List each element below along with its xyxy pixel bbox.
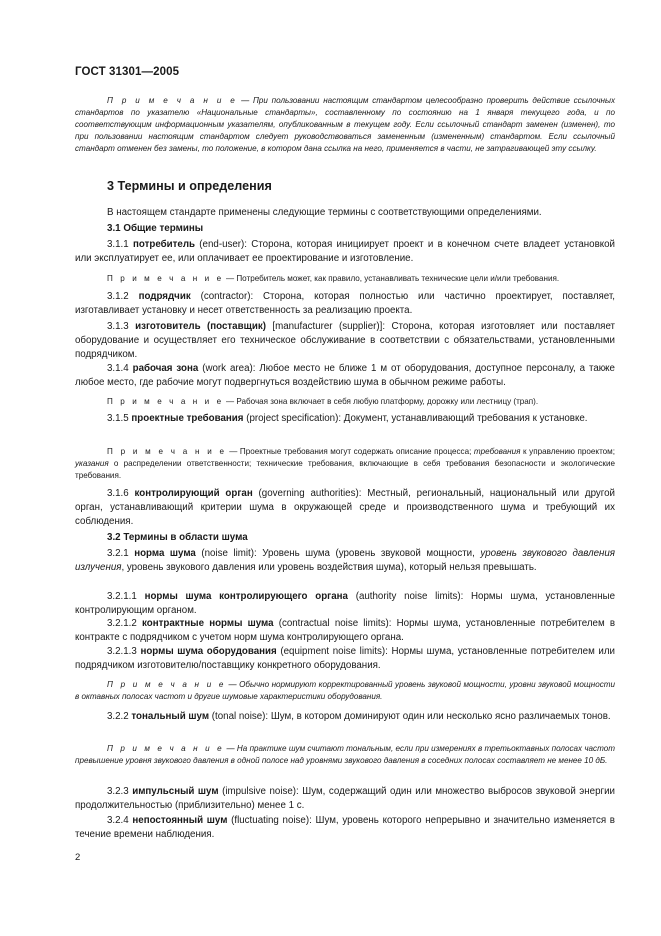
term-3-2-2: 3.2.2 тональный шум (tonal noise): Шум, в котором доминируют один или несколько ясно различаемых тонов. bbox=[107, 711, 611, 722]
term-3-2-1: 3.2.1 норма шума (noise limit): Уровень шума (уровень звуковой мощности, уровень звукового давления излучения, уровень звукового давления или уровень воздействия шума), который нельзя превышать. bbox=[75, 548, 615, 573]
term-3-2-4: 3.2.4 непостоянный шум (fluctuating noise): Шум, уровень которого непрерывно и значительно изменяется в течение времени наблюдения. bbox=[75, 815, 615, 840]
note-3-1-1: П р и м е ч а н и е — Потребитель может, как правило, устанавливать технические цели и/или требования. bbox=[107, 274, 560, 283]
page-number: 2 bbox=[75, 852, 81, 863]
term-3-1-3: 3.1.3 изготовитель (поставщик) [manufacturer (supplier)]: Сторона, которая изготовляет или поставляет оборудование и осуществляет его техническое обслуживание в соответствии с обязательствами, установленными подрядчиком. bbox=[75, 321, 616, 360]
note-3-2-1: П р и м е ч а н и е — Обычно нормируют корректированный уровень звуковой мощности, уровни звуковой мощности в октавных полосах частот и другие шумовые характеристики оборудования. bbox=[75, 680, 615, 702]
term-3-2-1-3: 3.2.1.3 нормы шума оборудования (equipment noise limits): Нормы шума, установленные потребителем или подрядчиком изготовителю/поставщику конкретного оборудования. bbox=[75, 646, 615, 671]
term-3-1-6: 3.1.6 контролирующий орган (governing authorities): Местный, региональный, национальный или другой орган, устанавливающий критерии шума в окружающей среде и производственного шума и требующий их соблюдения. bbox=[75, 488, 615, 527]
term-3-1-5: 3.1.5 проектные требования (project specification): Документ, устанавливающий требования к установке. bbox=[107, 413, 588, 424]
section-title: 3 Термины и определения bbox=[107, 179, 272, 193]
note-3-2-2: П р и м е ч а н и е — На практике шум считают тональным, если при измерениях в третьоктавных полосах частот превышение уровня звукового давления в одной полосе над уровнями звукового давления в соседних полосах составляет не менее 10 дБ. bbox=[75, 744, 616, 766]
note-references: П р и м е ч а н и е — При пользовании настоящим стандартом целесообразно проверить действие ссылочных стандартов по указателю «Национальные стандарты», составленному по состоянию на 1 января текущего года, и по соответствующим информационным указателям, опубликованным в текущем году. Если ссылочный стандарт заменен (изменен), то при пользовании настоящим стандартом следует руководствоваться замененным (измененным) стандартом. Если ссылочный стандарт отменен без замены, то положение, в котором дана ссылка на него, применяется в части, не затрагивающей эту ссылку. bbox=[75, 96, 615, 154]
term-3-1-1: 3.1.1 потребитель (end-user): Сторона, которая инициирует проект и в конечном счете владеет установкой или эксплуатирует ее, или оплачивает ее проектирование и изготовление. bbox=[75, 239, 615, 264]
note-3-1-4: П р и м е ч а н и е — Рабочая зона включает в себя любую платформу, дорожку или лестницу (трап). bbox=[107, 397, 539, 406]
term-3-2-3: 3.2.3 импульсный шум (impulsive noise): Шум, содержащий один или множество выбросов звуковой энергии продолжительностью (приблизительно) менее 1 с. bbox=[75, 786, 615, 811]
section-intro: В настоящем стандарте применены следующие термины с соответствующими определениями. bbox=[107, 207, 542, 218]
term-3-1-2: 3.1.2 подрядчик (contractor): Сторона, которая полностью или частично проектирует, поставляет, изготавливает установку и несет ответственность за реализацию проекта. bbox=[75, 291, 615, 316]
term-3-1-4: 3.1.4 рабочая зона (work area): Любое место не ближе 1 м от оборудования, доступное персоналу, а также любое место, где рабочие могут подвергнуться воздействию шума в обычном режиме работы. bbox=[75, 363, 615, 388]
note-3-1-5: П р и м е ч а н и е — Проектные требования могут содержать описание процесса; требования к управлению проектом; указания о распределении ответственности; технические требования, включающие в себя требования безопасности и экологические требования. bbox=[75, 447, 615, 481]
subsection-title-general: 3.1 Общие термины bbox=[107, 223, 204, 234]
term-3-2-1-1: 3.2.1.1 нормы шума контролирующего органа (authority noise limits): Нормы шума, установленные контролирующим органом. bbox=[75, 591, 616, 616]
subsection-title-noise: 3.2 Термины в области шума bbox=[107, 532, 248, 543]
term-3-2-1-2: 3.2.1.2 контрактные нормы шума (contractual noise limits): Нормы шума, установленные потребителем в контракте с подрядчиком с учетом норм шума контролирующего органа. bbox=[75, 618, 615, 643]
document-header: ГОСТ 31301—2005 bbox=[75, 66, 180, 78]
